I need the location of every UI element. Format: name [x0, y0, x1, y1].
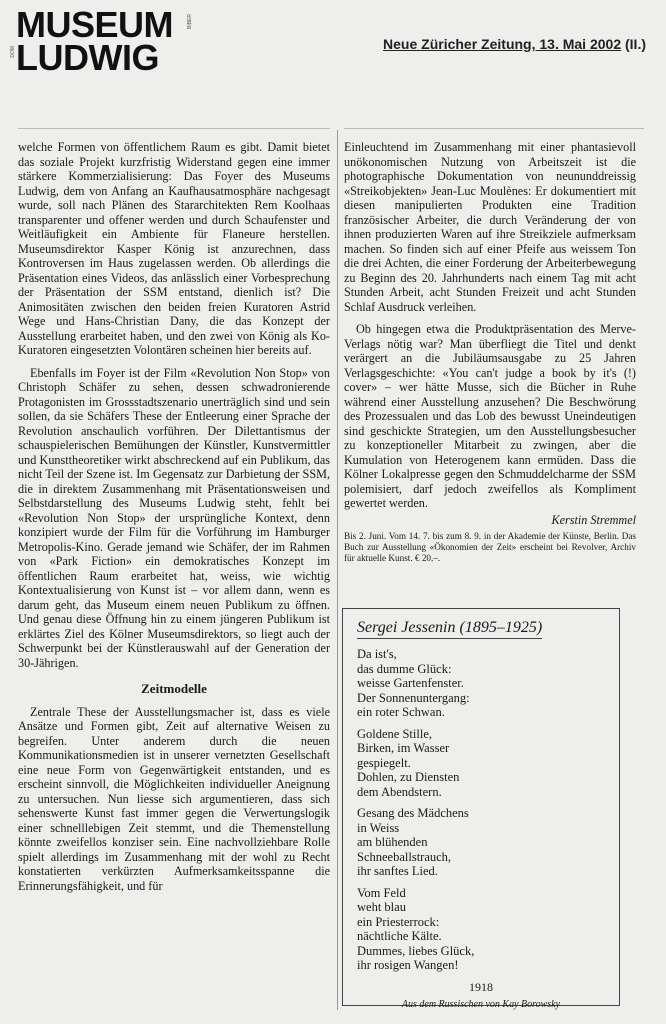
poem-stanza-3	[357, 806, 605, 879]
poem-line: Vom Feld	[357, 885, 406, 900]
poem-line: das dumme Glück:	[357, 661, 452, 676]
poem-year: 1918	[469, 979, 493, 994]
author-name: Kerstin Stremmel	[551, 512, 636, 527]
poem-line: weisse Gartenfenster.	[357, 676, 464, 690]
column-divider	[337, 130, 338, 1010]
poem-title	[357, 619, 605, 637]
poem-line: ein roter Schwan.	[357, 705, 445, 719]
poem-line: nächtliche Kälte.	[357, 929, 442, 943]
poem-stanza-1	[357, 647, 605, 720]
logo-line-2: LUDWIG	[16, 37, 159, 78]
poem-line: Da ist's,	[357, 647, 397, 661]
poem-line: am blühenden	[357, 835, 428, 849]
poem-stanza-4	[357, 886, 605, 973]
poem-line: Gesang des Mädchens	[357, 806, 469, 820]
poem-line: Dohlen, zu Diensten	[357, 770, 460, 784]
poem-line: Dummes, liebes Glück,	[357, 943, 475, 958]
poem-title-text: Sergei Jessenin (1895–1925)	[357, 619, 542, 639]
poem-line: Birken, im Wasser	[357, 741, 450, 755]
paragraph-5: Ob hingegen etwa die Produktpräsentation des Merve-Verlags nötig war? Man überfliegt die Titel und denkt verärgert an die Jubiläumsausgabe zu 25 Jahren Verlagsgeschichte: «You can't judge a book by it's (!) cover» – wer hätte Musse, sich die Bücher in Ruhe während einer Ausstellung anzusehen? Die Beschwörung des Prozessualen und das Lob des bewusst Uneindeutigen sind geschickte Strategien, um den Ausstellungsbesucher zu konzeptioneller Mitarbeit zu zwingen, aber die Kumulation von Heterogenem kann ermüden. Dass die Kölner Lokalpresse gegen den Schmuddelcharme der SSM polemisiert, darf jedoch zweifellos als Kompliment gewertet werden.	[344, 322, 636, 510]
poem-line: ein Priesterrock:	[357, 914, 440, 929]
logo-line-1: MUSEUM	[16, 4, 173, 45]
poem-line: Der Sonnenuntergang:	[357, 690, 470, 705]
paragraph-1: welche Formen von öffentlichem Raum es gibt. Damit bietet das soziale Projekt kurzfristig Widerstand gegen eine immer stärkere Kommerzialisierung: Das Foyer des Museums Ludwig, dem von Anfang an Kaufhausatmosphäre nachgesagt wurde, soll nach Plänen des Stararchitekten Rem Koolhaas transparenter und offener werden und durch Schaufenster und Weitläufigkeit ein Ambiente für Flaneure herstellen. Museumsdirektor Kasper König ist anzurechnen, dass Kontroversen im Haus zugelassen werden. Ob allerdings die Präsentation eines Videos, das anlässlich einer Vorbesprechung der Präsentation der SSM entstand, dienlich ist? Die Animositäten zwischen den beiden freien Kuratoren Astrid Wege und Hans-Christian Dany, die das Konzept der Ausstellung erarbeitet haben, und den zwei von König als Ko-Kuratoren eingesetzten Volontären scheinen hier bereits auf.	[18, 140, 330, 357]
newspaper-name-date: Neue Züricher Zeitung, 13. Mai 2002	[383, 36, 622, 52]
logo-small-side-2: BIBER	[187, 14, 193, 30]
poem-line: Goldene Stille,	[357, 726, 432, 741]
poem-line: gespiegelt.	[357, 755, 411, 770]
poem-line: weht blau	[357, 900, 406, 914]
poem-line: ihr rosigen Wangen!	[357, 958, 459, 972]
poem-line: in Weiss	[357, 820, 400, 835]
paragraph-3: Zentrale These der Ausstellungsmacher ist, dass es viele Ansätze und Formen gibt, Zeit auf alternative Weisen zu begreifen. Unter anderem durch die neuen Kommunikationsmedien ist in unserer vernetzten Gesellschaft eine neue Form von Gegenwärtigkeit entstanden, und es erscheint sinnvoll, die Möglichkeiten individueller Aneignung zu untersuchen. Nun liesse sich argumentieren, dass sich sehenswerte Kunst fast immer gegen die Verwertungslogik einer schnelllebigen Zeit stemmt, und die Themenstellung könnte zweifellos konziser sein. Eine nachvollziehbare Rolle spielt allerdings im Zusammenhang mit der wohl zu Recht konstatierten verkürzten Aufmerksamkeitsspanne die Erinnerungsfähigkeit, und für	[18, 704, 330, 893]
logo-small-side-1: DOM	[10, 46, 16, 58]
poem-translator: Aus dem Russischen von Kay Borowsky	[401, 998, 561, 1010]
poem-line: Schneeballstrauch,	[357, 849, 452, 864]
paragraph-4: Einleuchtend im Zusammenhang mit einer phantasievoll unökonomischen Nutzung von Arbeitszeit ist die photographische Dokumentation von neununddreissig «Streikobjekten» Jean-Luc Moulènes: Er dokumentiert mit diesen manipulierten Produkten eine Tradition französischer Arbeiter, die durch Veränderung der von ihnen produzierten Waren auf ihre Streikziele aufmerksam machen. So finden sich auf einer Pfeife aus weissem Ton die drei Achten, die einer Forderung der Arbeiterbewegung zu Beginn des 20. Jahrhunderts nach einem Tag mit acht Stunden Arbeit, acht Stunden Freizeit und acht Stunden Schlaf Ausdruck verleihen.	[344, 140, 636, 314]
article-left-column	[18, 140, 330, 893]
poem-stanza-2	[357, 727, 605, 800]
section-heading: Zeitmodelle	[141, 681, 207, 696]
paragraph-2: Ebenfalls im Foyer ist der Film «Revolution Non Stop» von Christoph Schäfer zu sehen, dessen schwadronierende Protagonisten im Grossstadtszenario unerträglich sind und sein sollen, da sie Schäfers These der Entleerung einer Sprache der Revolution anschaulich vorführen. Der Dilettantismus der schauspielerischen Bemühungen der Künstler, Kunstvermittler und Kunsttheoretiker wirkt abschreckend auf ein Publikum, das nicht Teil der Szene ist. Im Gegensatz zur Darbietung der SSM, die in direktem Zusammenhang mit Präsentationsweisen und Selbstdarstellung des Museums Ludwig steht, fehlt bei «Revolution Non Stop» der ursprüngliche Kontext, denn konzipiert wurde der Film für die Vorführung im Hamburger Metropolis-Kino. Gerade jemand wie Schäfer, der im Rahmen von «Park Fiction» ein demokratisches Konzept im öffentlichen Raum erarbeitet hat, weiss, wie wichtig Kontextualisierung von Kunst ist – vor allem dann, wenn es darum geht, das Museum einem neuen Publikum zu öffnen. Und genau diese Öffnung hin zu einem jüngeren Publikum ist erklärtes Ziel des Kölner Museumsdirektors, so liegt auch der Schwerpunkt bei der Künstlerauswahl auf der Generation der 30-Jährigen.	[18, 365, 330, 670]
newspaper-part: (II.)	[625, 36, 646, 52]
poem-box	[342, 608, 620, 1010]
top-rule-left	[18, 128, 330, 129]
exhibition-note: Bis 2. Juni. Vom 14. 7. bis zum 8. 9. in der Akademie der Künste, Berlin. Das Buch zur Ausstellung «Ökonomien der Zeit» erscheint bei Revolver, Archiv für aktuelle Kunst. € 20.–.	[344, 531, 636, 563]
poem-line: ihr sanftes Lied.	[357, 864, 438, 878]
museum-ludwig-logo	[10, 4, 193, 78]
newspaper-source	[383, 36, 646, 52]
poem-line: dem Abendstern.	[357, 784, 442, 799]
article-right-column	[344, 140, 636, 564]
top-rule-right	[344, 128, 644, 129]
